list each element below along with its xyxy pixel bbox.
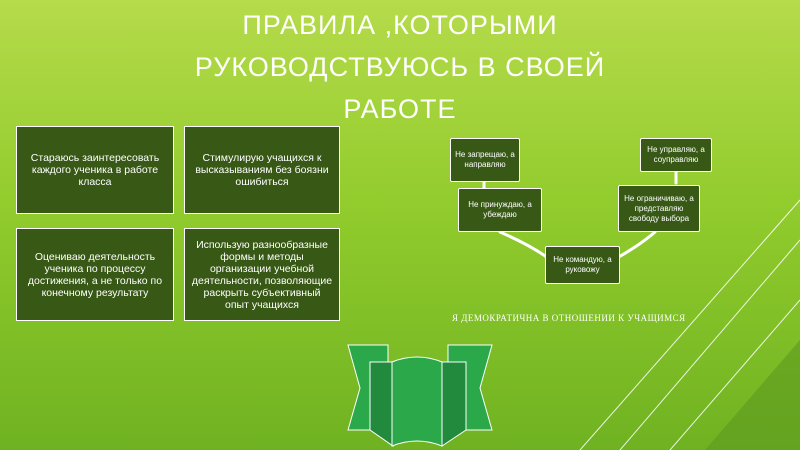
- diagram-node-4-label: Не ограничиваю, а представляю свободу выбора: [624, 193, 694, 223]
- rule-text-2: Стимулирую учащихся к высказываниям без боязни ошибиться: [195, 152, 329, 188]
- caption: Я ДЕМОКРАТИЧНА В ОТНОШЕНИИ К УЧАЩИМСЯ: [452, 313, 686, 323]
- diagram-node-5-label: Не управляю, а соуправляю: [647, 145, 705, 164]
- rule-text-3: Оцениваю деятельность ученика по процессу достижения, а не только по конечному результату: [27, 250, 163, 299]
- page-title: ПРАВИЛА ,КОТОРЫМИ РУКОВОДСТВУЮСЬ В СВОЕЙ РАБОТЕ: [194, 10, 606, 124]
- diagram-node-2-label: Не принуждаю, а убеждаю: [468, 200, 532, 219]
- rule-text-1: Стараюсь заинтересовать каждого ученика в работе класса: [30, 152, 160, 188]
- diagram-node-3-label: Не командую, а руковожу: [553, 255, 612, 274]
- rule-text-4: Использую разнообразные формы и методы организации учебной деятельности, позволяющие раскрыть субъективный опыт учащихся: [191, 238, 333, 311]
- diagram-node-1-label: Не запрещаю, а направляю: [455, 150, 515, 169]
